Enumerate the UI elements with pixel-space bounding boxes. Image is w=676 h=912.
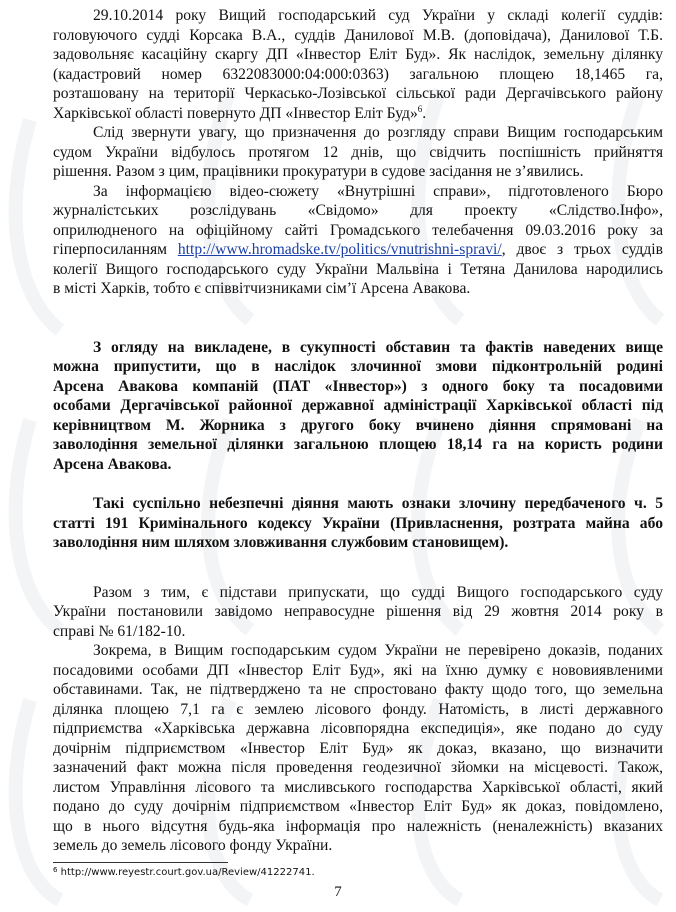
text-line: колегії Вищого господарського суду України Мальвіна і Тетяна Данилова народились: [53, 260, 663, 278]
text-line: судом України відбулось протягом 12 днів, що свідчить поспішність прийняття: [53, 143, 663, 161]
text-line: Слід звернути увагу, що призначення до розгляду справи Вищим господарським: [93, 124, 663, 141]
text-line: журналістських розслідувань «Свідомо» для проекту «Слідство.Інфо»,: [53, 202, 663, 219]
text-line: керівництвом М. Жорника з другого боку вчинено діяння спрямовані на: [53, 416, 663, 434]
footnote: [53, 866, 315, 879]
footnote-ref[interactable]: 6: [417, 103, 423, 114]
text-line: особами Дергачівської районної державної адміністрації Харківської області під: [53, 397, 663, 414]
text-line: головуючого судді Корсака В.А., суддів Данилової М.В. (доповідача), Данилової Т.Б.: [53, 26, 663, 44]
text-line: 29.10.2014 року Вищий господарський суд України у складі колегії суддів:: [93, 7, 663, 24]
text-line: в місті Харків, тобто є співвітчизниками сім’ї Арсена Авакова.: [53, 280, 471, 297]
paragraph-court-decision: [53, 6, 663, 123]
paragraph-video-report: [53, 182, 663, 299]
paragraph-crime-qualification: [53, 494, 663, 553]
text-line: посадовими особами ДП «Інвестор Еліт Буд», які на їхню думку є нововиявленими: [53, 661, 663, 679]
text-line: можна припустити, що в наслідок злочинної змови підконтрольній родині: [53, 358, 663, 375]
footnote-text: http://www.reyestr.court.gov.ua/Review/41222741.: [60, 867, 315, 878]
text-line: що в нього відсутня будь-яка інформація про належність (неналежність) вказаних: [53, 817, 663, 835]
text-line: Зокрема, в Вищим господарським судом України не перевірено доказів, поданих: [93, 642, 663, 659]
text-line: рішення. Разом з цим, працівники прокуратури в судове засідання не з’явились.: [53, 163, 584, 180]
text-line: (кадастровий номер 6322083000:04:000:0363) загальною площею 18,1465 га,: [53, 65, 663, 83]
text-line: [53, 240, 663, 260]
page-number: 7: [334, 884, 342, 900]
hromadske-link[interactable]: http://www.hromadske.tv/politics/vnutrishni-spravi/: [177, 241, 502, 258]
text-line: [53, 104, 663, 124]
text-line: дочірнім підприємством «Інвестор Еліт Буд» як доказ, вказано, що визначити: [53, 739, 663, 757]
text-line: Разом з тим, є підстави припускати, що судді Вищого господарського суду: [93, 583, 663, 601]
text-line: обставинами. Так, не підтверджено та не спростовано факту щодо того, що земельна: [53, 681, 663, 698]
paragraph-unjust-decision: [53, 583, 663, 642]
paragraph-conclusion: [53, 338, 663, 475]
text-line: статті 191 Кримінального кодексу України (Привласнення, розтрата майна або: [53, 514, 663, 532]
text-line: заволодіння земельної ділянки загальною площею 18,14 га на користь родини: [53, 436, 663, 453]
text-line: подано до суду дочірнім підприємством «Інвестор Еліт Буд» як доказ, повідомлено,: [53, 798, 663, 815]
text-segment: .: [422, 104, 427, 122]
text-segment: , двоє з трьох суддів: [501, 241, 663, 258]
text-line: За інформацією відео-сюжету «Внутрішні справи», підготовленого Бюро: [93, 182, 663, 200]
text-line: справі № 61/182-10.: [53, 622, 186, 640]
text-line: листом Управління лісового та мисливського господарства Харківської області, який: [53, 778, 663, 796]
text-line: України постановили завідомо неправосудне рішення від 29 жовтня 2014 року в: [53, 603, 663, 620]
text-segment: Харківської області повернуто ДП «Інвестор Еліт Буд»: [53, 104, 418, 122]
text-line: зазначений факт можна після проведення геодезичної зйомки на місцевості. Також,: [53, 759, 663, 776]
text-line: Арсена Авакова компаній (ПАТ «Інвестор») з одного боку та посадовими: [53, 377, 663, 395]
text-line: земель до земель лісового фонду України.: [53, 837, 333, 854]
text-line: З огляду на викладене, в сукупності обставин та фактів наведених вище: [93, 338, 663, 356]
text-line: задовольняє касаційну скаргу ДП «Інвестор Еліт Буд». Як наслідок, земельну ділянку: [53, 46, 663, 63]
text-segment: гіперпосиланням: [53, 241, 178, 258]
text-line: заволодіння ним шляхом зловживання службовим становищем).: [53, 534, 509, 551]
text-line: ділянка площею 7,1 га є землею лісового фонду. Натомість, в листі державного: [53, 700, 663, 718]
paragraph-evidence: [53, 641, 663, 856]
text-line: Такі суспільно небезпечні діяння мають ознаки злочину передбаченого ч. 5: [93, 495, 663, 512]
text-line: оприлюдненого на офіційному сайті Громадського телебачення 09.03.2016 року за: [53, 221, 663, 239]
text-line: підприємства «Харківська державна лісовпорядна експедиція», яке подано до суду: [53, 720, 663, 737]
document-body: [53, 6, 663, 856]
paragraph-haste: [53, 123, 663, 182]
footnote-number: 6: [53, 866, 58, 874]
footnote-divider: [53, 862, 228, 863]
text-line: розташовану на території Черкасько-Лозівської сільської ради Дергачівського району: [53, 85, 663, 102]
text-line: Арсена Авакова.: [53, 455, 172, 473]
